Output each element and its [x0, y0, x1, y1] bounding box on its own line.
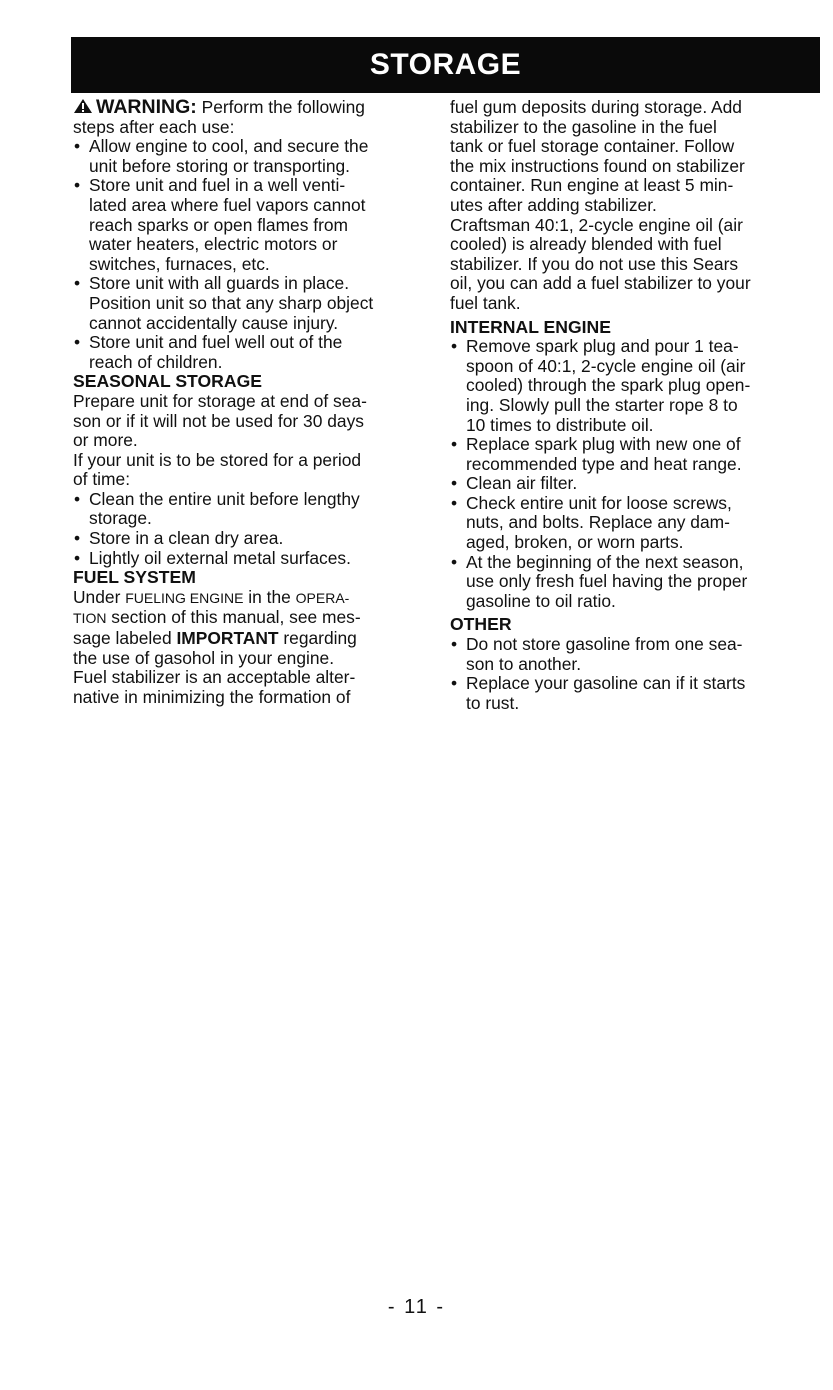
list-item	[450, 435, 812, 474]
other-bullet-list	[450, 635, 812, 713]
paragraph-line: son or if it will not be used for 30 days	[73, 410, 364, 431]
page-number: - 11 -	[387, 1296, 446, 1318]
line: nuts, and bolts. Replace any dam-	[466, 512, 730, 533]
seasonal-storage-heading: SEASONAL STORAGE	[73, 371, 263, 392]
paragraph-line: or more.	[73, 430, 138, 451]
paragraph-line: fuel tank.	[450, 292, 521, 313]
reference-text: FUELING ENGINE	[125, 589, 244, 606]
paragraph-line: container. Run engine at least 5 min-	[450, 175, 734, 196]
paragraph-line: stabilizer to the gasoline in the fuel	[450, 116, 717, 137]
warning-text: Perform the following	[201, 97, 365, 117]
text: section of this manual, see mes-	[106, 607, 361, 628]
line: to rust.	[466, 692, 520, 713]
line: Do not store gasoline from one sea-	[466, 634, 743, 655]
fuel-system-heading: FUEL SYSTEM	[73, 567, 196, 588]
paragraph-line: the mix instructions found on stabilizer	[450, 155, 745, 176]
text: sage labeled	[73, 628, 177, 649]
paragraph-line: the use of gasohol in your engine.	[73, 647, 335, 668]
line: aged, broken, or worn parts.	[466, 532, 684, 553]
list-item	[73, 333, 435, 372]
left-column	[73, 98, 435, 707]
list-item	[450, 635, 812, 674]
paragraph-line: cooled) is already blended with fuel	[450, 234, 722, 255]
line: reach of children.	[89, 351, 223, 372]
line: lated area where fuel vapors cannot	[89, 194, 366, 215]
internal-engine-heading: INTERNAL ENGINE	[450, 316, 611, 337]
line: Clean the entire unit before lengthy	[89, 488, 360, 509]
paragraph-line: tank or fuel storage container. Follow	[450, 136, 735, 157]
internal-engine-bullet-list	[450, 337, 812, 611]
line: ing. Slowly pull the starter rope 8 to	[466, 394, 738, 415]
line: Allow engine to cool, and secure the	[89, 136, 369, 157]
line: recommended type and heat range.	[466, 453, 742, 474]
paragraph-line	[73, 608, 435, 629]
reference-text: OPERA-	[295, 589, 350, 606]
text: Under	[73, 586, 126, 607]
paragraph-line: native in minimizing the formation of	[73, 686, 351, 707]
line: Replace spark plug with new one of	[466, 434, 741, 455]
warning-paragraph	[73, 98, 435, 118]
list-item	[450, 494, 812, 553]
paragraph-line: oil, you can add a fuel stabilizer to your	[450, 273, 751, 294]
list-item	[73, 274, 435, 333]
line: switches, furnaces, etc.	[89, 253, 270, 274]
right-column	[450, 98, 812, 713]
list-item	[73, 490, 435, 529]
warning-label: WARNING:	[96, 96, 197, 118]
list-item	[73, 529, 435, 549]
paragraph-line: Craftsman 40:1, 2-cycle engine oil (air	[450, 214, 743, 235]
section-title: STORAGE	[369, 48, 522, 81]
paragraph-line: utes after adding stabilizer.	[450, 194, 657, 215]
list-item	[450, 674, 812, 713]
warning-bullet-list	[73, 137, 435, 372]
paragraph-line: Prepare unit for storage at end of sea-	[73, 390, 367, 411]
text: regarding	[278, 628, 357, 649]
paragraph-line	[73, 629, 435, 649]
line: unit before storing or transporting.	[89, 155, 351, 176]
line: spoon of 40:1, 2-cycle engine oil (air	[466, 355, 746, 376]
list-item	[73, 137, 435, 176]
line: Lightly oil external metal surfaces.	[89, 547, 351, 568]
text: in the	[243, 586, 296, 607]
line: Store in a clean dry area.	[89, 528, 284, 549]
seasonal-bullet-list	[73, 490, 435, 568]
line: Replace your gasoline can if it starts	[466, 673, 746, 694]
list-item	[73, 549, 435, 569]
line: reach sparks or open flames from	[89, 214, 349, 235]
line: Check entire unit for loose screws,	[466, 492, 732, 513]
line: water heaters, electric motors or	[89, 234, 338, 255]
line: Store unit and fuel in a well venti-	[89, 175, 346, 196]
paragraph-line: of time:	[73, 469, 131, 490]
line: son to another.	[466, 653, 582, 674]
section-title-banner	[71, 37, 820, 93]
list-item	[450, 337, 812, 435]
paragraph-line: If your unit is to be stored for a period	[73, 449, 362, 470]
line: Clean air filter.	[466, 473, 578, 494]
important-label: IMPORTANT	[176, 628, 279, 649]
line: Position unit so that any sharp object	[89, 292, 374, 313]
paragraph-line: Fuel stabilizer is an acceptable alter-	[73, 667, 356, 688]
paragraph-line: fuel gum deposits during storage. Add	[450, 97, 742, 117]
line: 10 times to distribute oil.	[466, 414, 654, 435]
paragraph-line: stabilizer. If you do not use this Sears	[450, 253, 739, 274]
other-heading: OTHER	[450, 614, 512, 635]
line: cannot accidentally cause injury.	[89, 312, 339, 333]
line: use only fresh fuel having the proper	[466, 571, 748, 592]
line: At the beginning of the next season,	[466, 551, 744, 572]
paragraph-line	[73, 588, 435, 609]
line: Store unit and fuel well out of the	[89, 332, 343, 353]
line: cooled) through the spark plug open-	[466, 375, 751, 396]
warning-text-line: steps after each use:	[73, 116, 235, 137]
warning-triangle-icon	[73, 98, 93, 114]
line: storage.	[89, 508, 152, 529]
line: gasoline to oil ratio.	[466, 590, 616, 611]
list-item	[450, 553, 812, 612]
line: Remove spark plug and pour 1 tea-	[466, 336, 739, 357]
reference-text: TION	[73, 610, 107, 627]
list-item	[73, 176, 435, 274]
line: Store unit with all guards in place.	[89, 273, 350, 294]
list-item	[450, 474, 812, 494]
